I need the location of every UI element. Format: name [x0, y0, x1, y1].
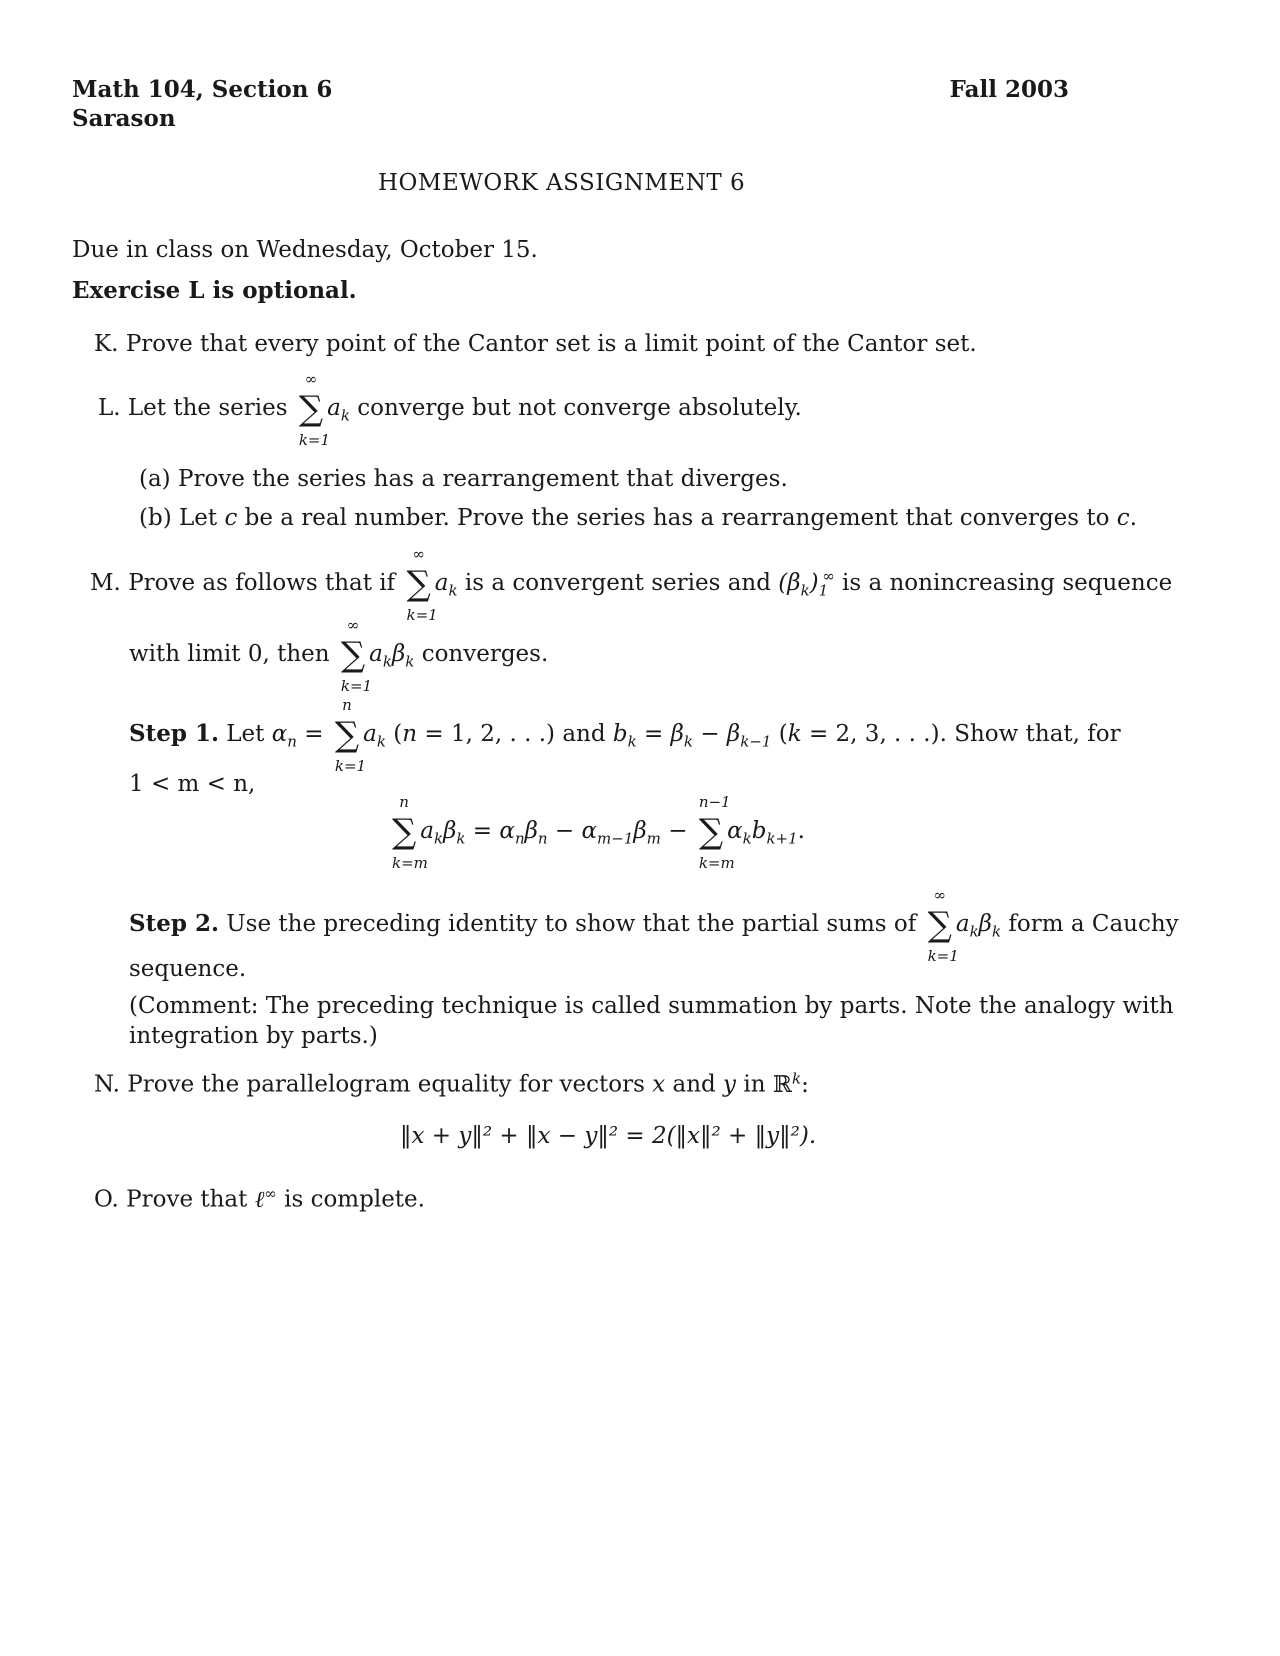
- part-a-text: Prove the series has a rearrangement that diverges.: [177, 466, 788, 492]
- due-date: Due in class on Wednesday, October 15.: [72, 237, 538, 263]
- problem-o-label: O.: [94, 1186, 119, 1213]
- summation-identity: n ∑ k=m $a_k\beta_k = \alpha_n\beta_n - \alpha_{m-1}\beta_m$ − n−1 ∑ k=m $\alpha_kb_{k+1}$.: [392, 793, 805, 872]
- step-2-continued: sequence.: [129, 956, 247, 982]
- sum-symbol: ∞ ∑ k=1: [406, 545, 438, 624]
- page-title: HOMEWORK ASSIGNMENT 6: [378, 170, 746, 196]
- problem-m-line1: M. Prove as follows that if ∞ ∑ k=1 $a_k$ is a convergent series and $(\beta_k)_1^\infty$ is a nonincreasing sequence: [90, 545, 1173, 624]
- problem-o: O. Prove that ℓ∞ is complete.: [94, 1184, 425, 1213]
- problem-k: [94, 330, 977, 360]
- step-1-label: Step 1.: [129, 720, 219, 747]
- problem-m-line2: with limit 0, then ∞ ∑ k=1 $a_k\beta_k$ converges.: [129, 616, 549, 695]
- instructor-name: Sarason: [72, 105, 176, 132]
- course-name: Math 104, Section 6: [72, 76, 333, 103]
- problem-k-text: Prove that every point of the Cantor set is a limit point of the Cantor set.: [125, 331, 977, 357]
- step-2: Step 2. Use the preceding identity to show that the partial sums of ∞ ∑ k=1 $a_k\beta_k$ form a Cauchy: [129, 886, 1179, 965]
- part-b-label: (b): [139, 505, 172, 531]
- problem-m-label: M.: [90, 570, 121, 596]
- problem-n-label: N.: [94, 1071, 120, 1098]
- problem-n: N. Prove the parallelogram equality for vectors x and y in ℝ$^k$:: [94, 1069, 809, 1098]
- sum-symbol: ∞ ∑ k=1: [927, 886, 959, 965]
- problem-l-part-b: (b) Let c be a real number. Prove the series has a rearrangement that converges to c.: [139, 505, 1137, 531]
- comment-line-2: integration by parts.): [129, 1023, 378, 1049]
- part-b-mid: be a real number. Prove the series has a rearrangement that converges to: [244, 505, 1110, 531]
- sum-symbol: n ∑ k=1: [334, 696, 367, 775]
- problem-k-label: K.: [94, 331, 119, 357]
- problem-l: L. Let the series ∞ ∑ k=1 $a_k$ converge but not converge absolutely.: [98, 370, 802, 449]
- problem-l-pre: Let the series: [127, 395, 288, 421]
- problem-l-label: L.: [98, 395, 121, 421]
- problem-l-post: converge but not converge absolutely.: [357, 395, 802, 421]
- step-1-condition: 1 < m < n,: [129, 771, 256, 797]
- comment-line-1: (Comment: The preceding technique is called summation by parts. Note the analogy with: [129, 993, 1174, 1019]
- sum-symbol: ∞ ∑ k=1: [298, 370, 331, 449]
- part-a-label: (a): [139, 466, 171, 492]
- optional-note: Exercise L is optional.: [72, 277, 357, 304]
- problem-l-part-a: [139, 465, 788, 495]
- step-1: Step 1. Let $\alpha_n$ = n ∑ k=1 $a_k$ (n = 1, 2, . . .) and $b_k = \beta_k - \beta_{k-1}$ (k = 2, 3, . . .). Show that, for: [129, 696, 1121, 775]
- parallelogram-equation: ‖x + y‖² + ‖x − y‖² = 2(‖x‖² + ‖y‖²).: [400, 1123, 817, 1149]
- term: Fall 2003: [949, 76, 1069, 103]
- step-2-label: Step 2.: [129, 910, 219, 937]
- sum-symbol: ∞ ∑ k=1: [340, 616, 373, 695]
- part-b-pre: Let: [178, 505, 218, 531]
